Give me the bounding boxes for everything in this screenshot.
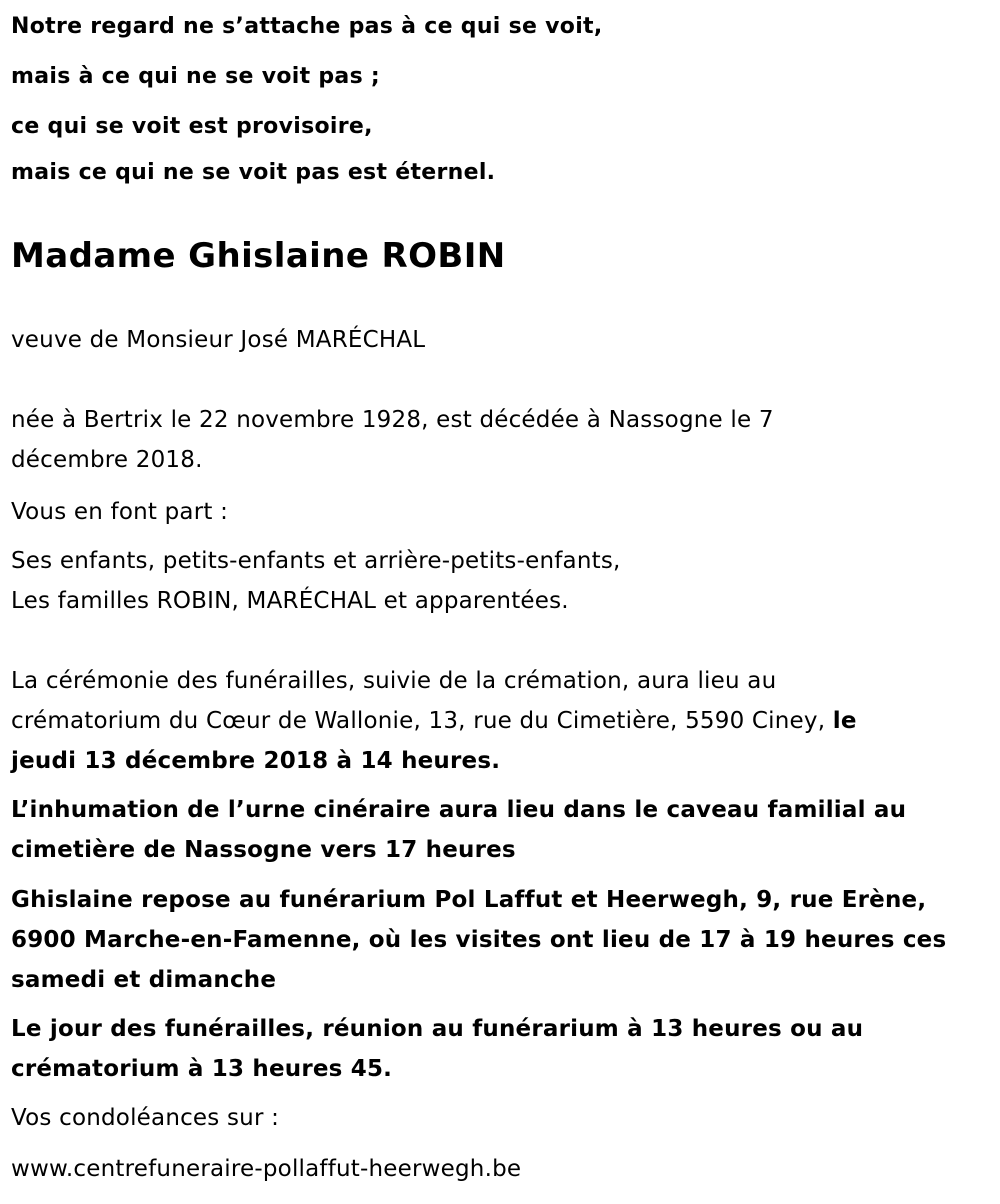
repose-text bbox=[11, 880, 991, 1000]
ceremony-line-2-regular: crématorium du Cœur de Wallonie, 13, rue du Cimetière, 5590 Ciney, bbox=[11, 708, 833, 734]
deceased-name: Madame Ghislaine ROBIN bbox=[11, 236, 506, 276]
repose-line-3: samedi et dimanche bbox=[11, 967, 277, 993]
ceremony-text bbox=[11, 661, 986, 781]
birth-death-line-1: née à Bertrix le 22 novembre 1928, est décédée à Nassogne le 7 bbox=[11, 407, 774, 433]
funeral-day-line-1: Le jour des funérailles, réunion au funérarium à 13 heures ou au bbox=[11, 1016, 864, 1042]
quote-line-1: Notre regard ne s’attache pas à ce qui se voit, bbox=[11, 14, 603, 39]
family-list bbox=[11, 541, 621, 621]
funeral-day-text bbox=[11, 1009, 986, 1089]
family-line-2: Les familles ROBIN, MARÉCHAL et apparentées. bbox=[11, 588, 569, 614]
ceremony-date: jeudi 13 décembre 2018 à 14 heures. bbox=[11, 748, 501, 774]
ceremony-line-2 bbox=[11, 701, 986, 741]
announcement-intro: Vous en font part : bbox=[11, 499, 229, 525]
repose-line-1: Ghislaine repose au funérarium Pol Laffut et Heerwegh, 9, rue Erène, bbox=[11, 887, 927, 913]
family-line-1: Ses enfants, petits-enfants et arrière-petits-enfants, bbox=[11, 548, 621, 574]
condolences-label: Vos condoléances sur : bbox=[11, 1105, 280, 1131]
quote-line-4: mais ce qui ne se voit pas est éternel. bbox=[11, 160, 496, 185]
repose-line-2: 6900 Marche-en-Famenne, où les visites ont lieu de 17 à 19 heures ces bbox=[11, 927, 947, 953]
inhumation-line-1: L’inhumation de l’urne cinéraire aura lieu dans le caveau familial au bbox=[11, 797, 907, 823]
widow-of-text: veuve de Monsieur José MARÉCHAL bbox=[11, 327, 426, 353]
birth-death-text bbox=[11, 400, 911, 480]
birth-death-line-2: décembre 2018. bbox=[11, 447, 203, 473]
ceremony-line-1: La cérémonie des funérailles, suivie de la crémation, aura lieu au bbox=[11, 668, 777, 694]
quote-line-2: mais à ce qui ne se voit pas ; bbox=[11, 64, 381, 89]
inhumation-text bbox=[11, 790, 986, 870]
funeral-day-line-2: crématorium à 13 heures 45. bbox=[11, 1056, 393, 1082]
condolences-website: www.centrefuneraire-pollaffut-heerwegh.be bbox=[11, 1156, 522, 1182]
ceremony-line-2-bold: le bbox=[832, 708, 857, 734]
inhumation-line-2: cimetière de Nassogne vers 17 heures bbox=[11, 837, 516, 863]
quote-line-3: ce qui se voit est provisoire, bbox=[11, 114, 373, 139]
